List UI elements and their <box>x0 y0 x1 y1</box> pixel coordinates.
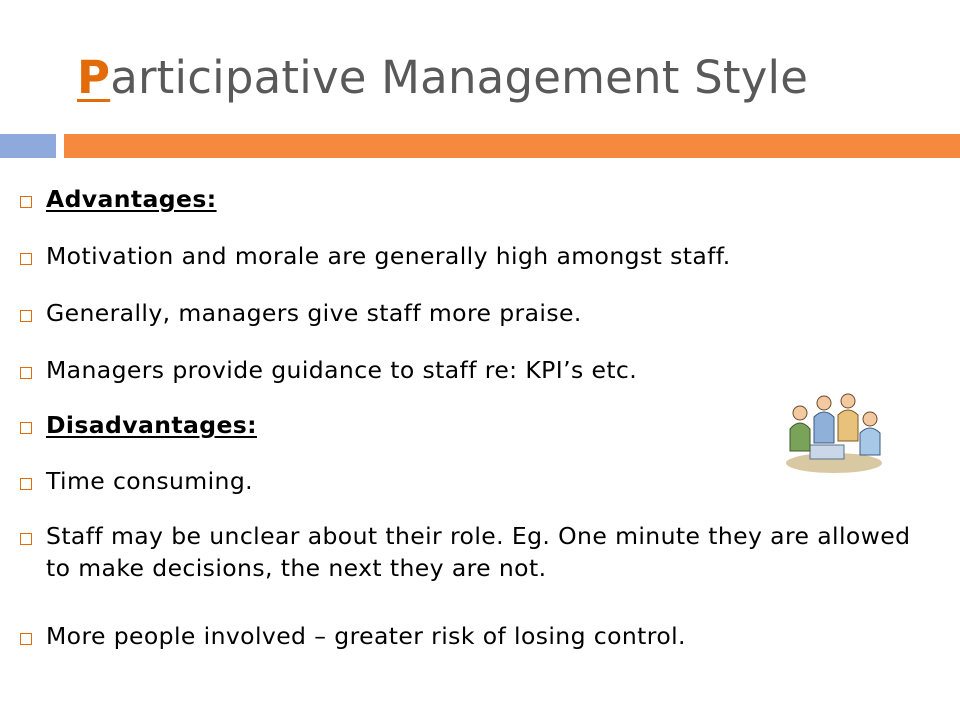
bullet-text: Time consuming. <box>46 467 254 495</box>
bullet-item <box>20 240 940 272</box>
bullet-heading: Disadvantages: <box>46 411 257 439</box>
bullet-marker-icon <box>20 533 32 545</box>
bullet-marker-icon <box>20 367 32 379</box>
title-rest: articipative Management Style <box>110 51 809 104</box>
bullet-item <box>20 520 940 584</box>
bullet-item <box>20 354 940 386</box>
bullet-text: Motivation and morale are generally high amongst staff. <box>46 242 731 270</box>
bullet-item <box>20 620 940 652</box>
bullet-marker-icon <box>20 196 32 208</box>
bullet-text: Staff may be unclear about their role. Eg. One minute they are allowed to make decisions, the next they are not. <box>46 522 911 582</box>
bullet-text: Managers provide guidance to staff re: KPI’s etc. <box>46 356 638 384</box>
bullet-marker-icon <box>20 253 32 265</box>
bullet-marker-icon <box>20 310 32 322</box>
bullet-marker-icon <box>20 422 32 434</box>
bullet-heading: Advantages: <box>46 185 217 213</box>
bullet-item <box>20 297 940 329</box>
bullet-marker-icon <box>20 633 32 645</box>
bullet-text: Generally, managers give staff more praise. <box>46 299 582 327</box>
title-first-letter: P <box>77 51 111 104</box>
bullet-marker-icon <box>20 478 32 490</box>
bullet-text: More people involved – greater risk of losing control. <box>46 622 686 650</box>
team-meeting-clipart-icon <box>780 385 888 477</box>
bullet-item-advantages <box>20 183 940 215</box>
